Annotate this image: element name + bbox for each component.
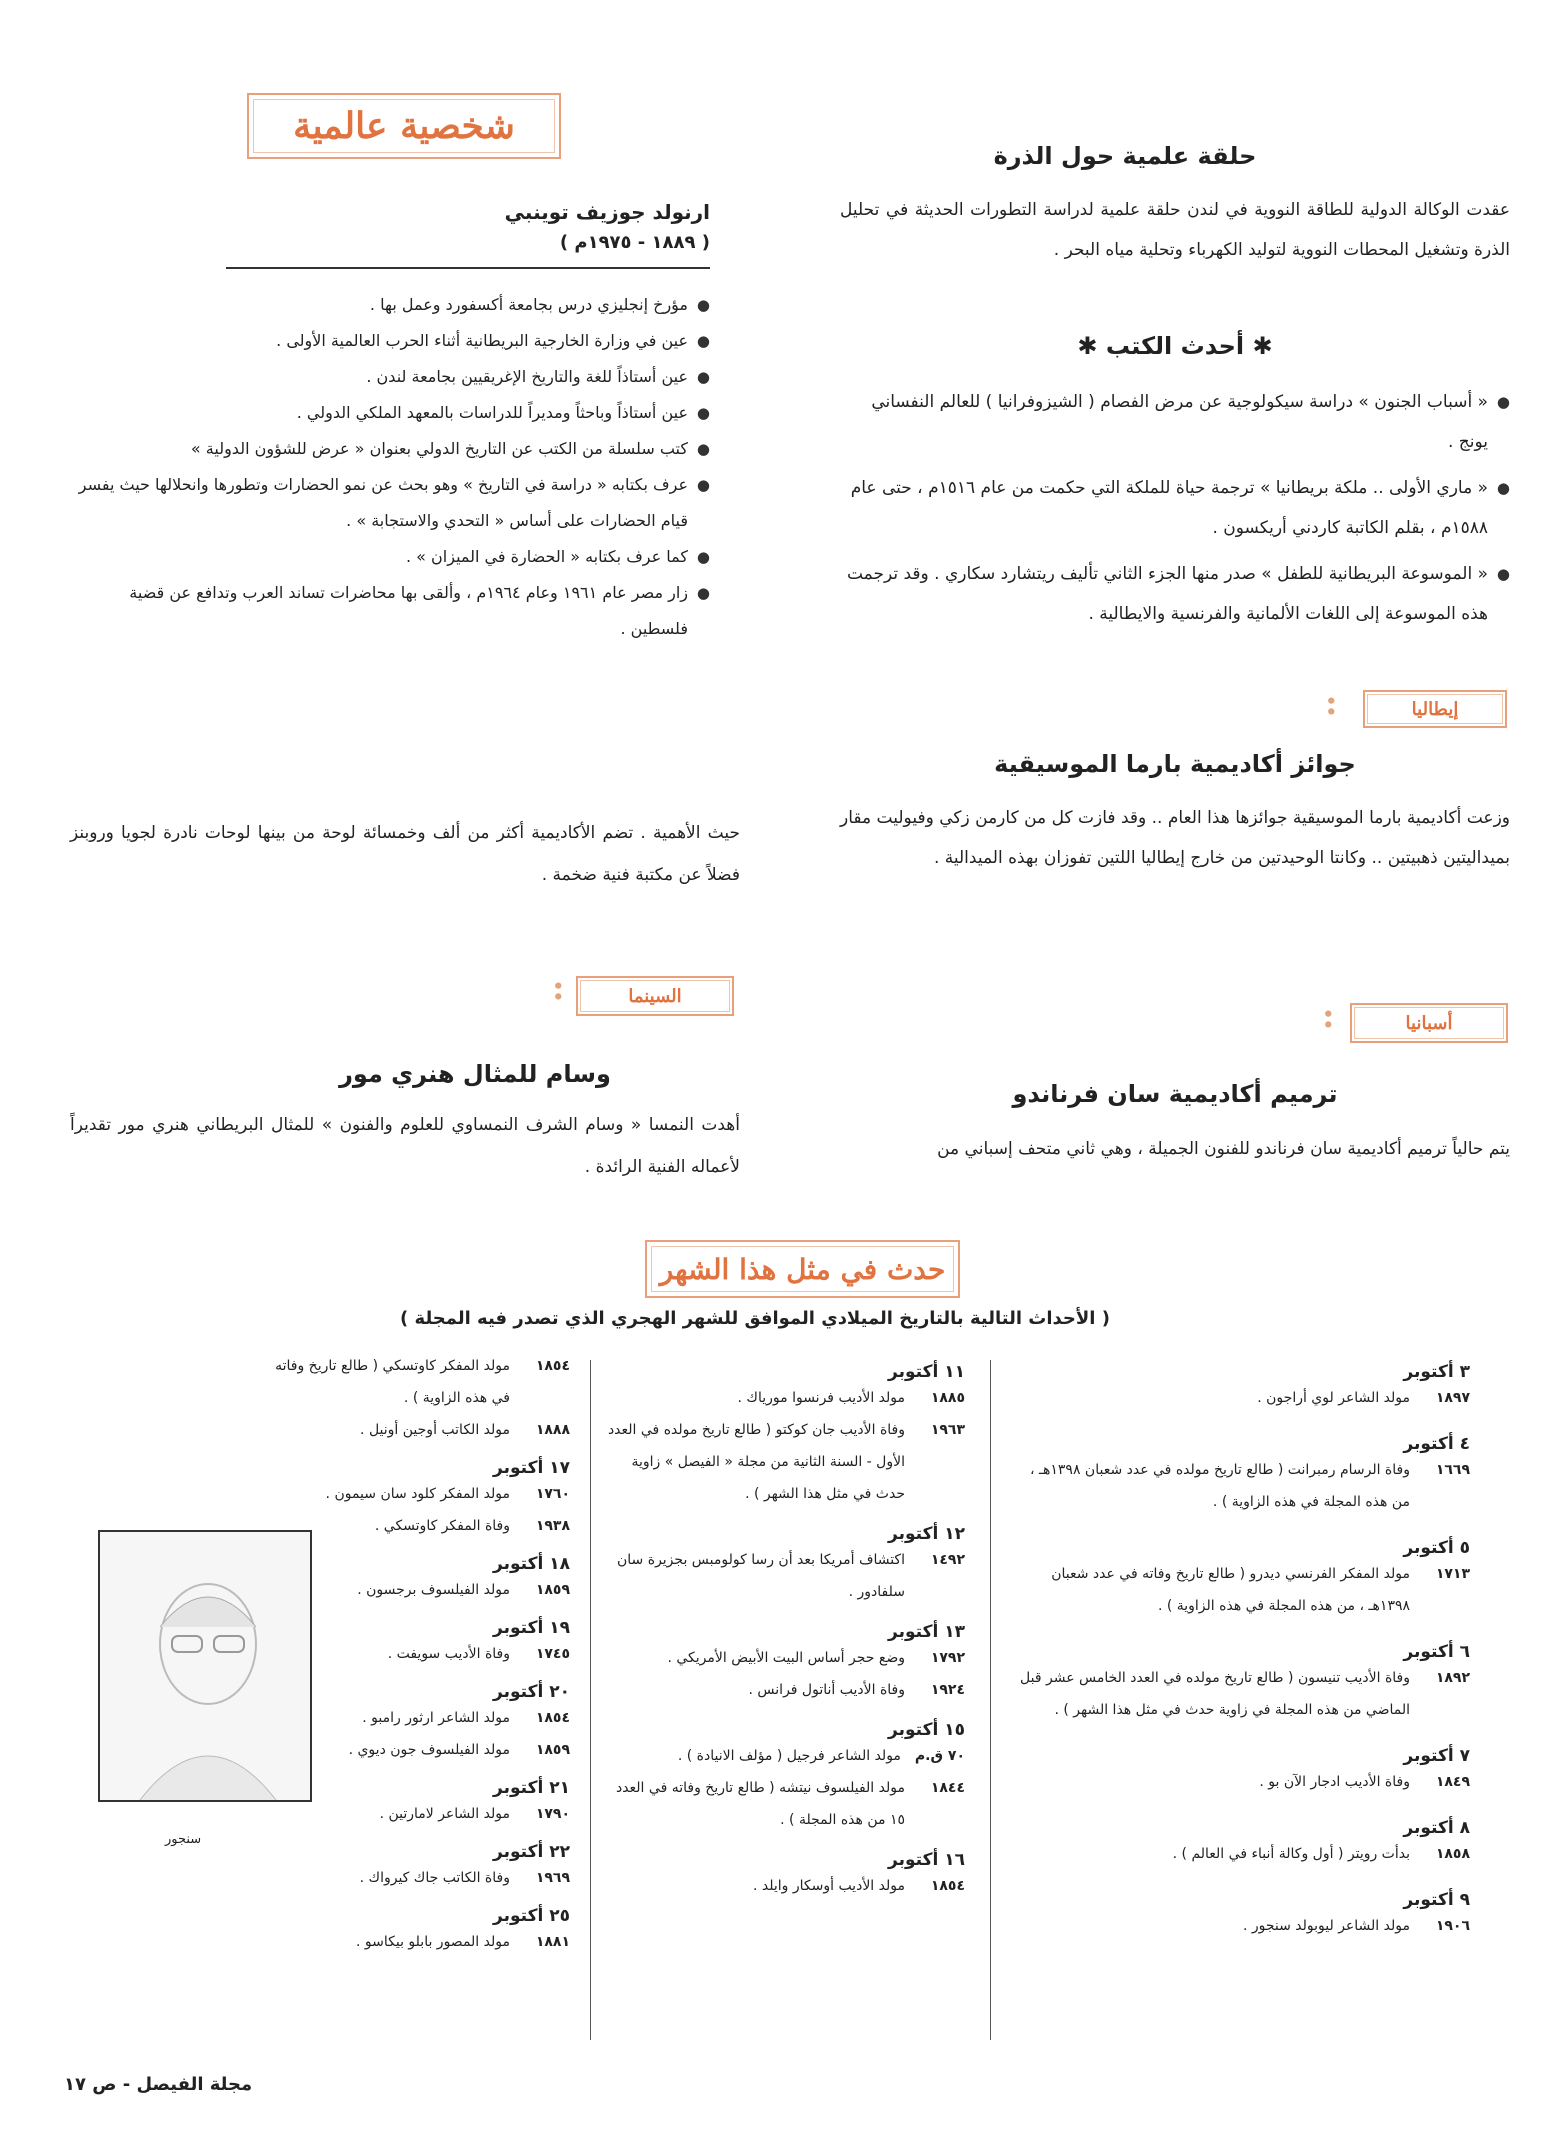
event-row [600,1642,965,1674]
event-row [270,1862,570,1894]
italy-colon: : [1325,683,1338,723]
spain-badge: أسبانيا [1350,1003,1508,1043]
event-row [270,1926,570,1958]
event-text: مولد الفيلسوف برجسون . [357,1582,510,1598]
event-year: ١٨٥٤ [535,1710,570,1726]
event-text: وفاة المفكر كاوتسكي . [374,1518,510,1534]
event-text: مولد الأديب فرنسوا مورياك . [737,1390,905,1406]
books-title: ✱ أحدث الكتب ✱ [1077,332,1273,360]
event-year: ١٨٩٢ [1435,1670,1470,1686]
event-year: ١٧٩٢ [930,1650,965,1666]
event-text: وفاة الرسام رمبرانت ( طالع تاريخ مولده في عدد شعبان ١٣٩٨هـ ، من هذه المجلة في هذه الزاوية ) . [1029,1462,1410,1510]
event-date: ٢١ أكتوبر [493,1778,570,1798]
event-text: وضع حجر أساس البيت الأبيض الأمريكي . [667,1650,905,1666]
event-group [270,1778,570,1830]
event-year: ١٨٤٤ [930,1780,965,1796]
fernando-section [840,1080,1510,1170]
event-text: مولد الكاتب أوجين أونيل . [360,1422,510,1438]
fernando-body: يتم حالياً ترميم أكاديمية سان فرناندو للفنون الجميلة ، وهي ثاني متحف إسباني من [937,1139,1510,1159]
asterisk-icon: ✱ [1077,332,1098,360]
list-item: ● « الموسوعة البريطانية للطفل » صدر منها الجزء الثاني تأليف ريتشارد سكاري . وقد ترجمت هذه الموسوعة إلى اللغات الألمانية والفرنسية والايطالية . [840,554,1510,634]
event-group [270,1682,570,1766]
event-date: ١٣ أكتوبر [888,1622,965,1642]
event-text: مولد المصور بابلو بيكاسو . [356,1934,510,1950]
event-group [600,1524,965,1608]
events-intro: ( الأحداث التالية بالتاريخ الميلادي الموافق للشهر الهجري الذي تصدر فيه المجلة ) [400,1308,1110,1329]
event-date: ٧ أكتوبر [1403,1746,1470,1766]
event-date: ١٢ أكتوبر [888,1524,965,1544]
event-date: ٢٠ أكتوبر [493,1682,570,1702]
event-text: مولد الشاعر ارثور رامبو . [362,1710,510,1726]
event-text: مولد الشاعر فرجيل ( مؤلف الانيادة ) . [677,1748,901,1764]
event-year: ١٨٥٤ [535,1358,570,1374]
event-date: ٤ أكتوبر [1403,1434,1470,1454]
list-item: ● عين أستاذاً وباحثاً ومديراً للدراسات بالمعهد الملكي الدولي . [70,395,710,431]
event-group [270,1554,570,1606]
event-group [1010,1538,1470,1622]
event-date: ٥ أكتوبر [1403,1538,1470,1558]
event-date: ٢٥ أكتوبر [493,1906,570,1926]
event-text: مولد الشاعر لوي أراجون . [1257,1390,1410,1406]
event-text: وفاة الأديب جان كوكتو ( طالع تاريخ مولده في العدد الأول - السنة الثانية من مجلة « الفيصل » زاوية حدث في مثل هذا الشهر ) . [607,1422,905,1502]
event-date: ١٩ أكتوبر [493,1618,570,1638]
event-year: ٧٠ ق.م [914,1748,965,1764]
henry-body: أهدت النمسا « وسام الشرف النمساوي للعلوم والفنون » للمثال البريطاني هنري مور تقديراً لأعماله الفنية الرائدة . [70,1115,740,1177]
event-year: ١٨٥٩ [535,1742,570,1758]
events-column-right [1010,1350,1470,1962]
henry-section [70,1060,740,1188]
event-text: وفاة الأديب أناتول فرانس . [748,1682,905,1698]
event-group [1010,1818,1470,1870]
parma-body-right: وزعت أكاديمية بارما الموسيقية جوائزها هذا العام .. وقد فازت كل من كارمن زكي وفيوليت مقار بميداليتين ذهبيتين .. وكانتا الوحيدتين من خارج إيطاليا اللتين تفوزان بهذه الميدالية . [840,808,1510,868]
henry-title: وسام للمثال هنري مور [339,1060,611,1088]
toynbee-list [70,287,710,647]
event-date: ١٦ أكتوبر [888,1850,965,1870]
event-row [600,1740,965,1772]
list-item: ● عين في وزارة الخارجية البريطانية أثناء الحرب العالمية الأولى . [70,323,710,359]
event-group [600,1362,965,1510]
event-date: ٢٢ أكتوبر [493,1842,570,1862]
event-text: مولد الأديب أوسكار وايلد . [752,1878,905,1894]
list-item: ● عرف بكتابه « دراسة في التاريخ » وهو بحث عن نمو الحضارات وتطورها وانحلالها حيث يفسر قيام الحضارات على أساس « التحدي والاستجابة » . [70,467,710,539]
event-text: مولد الفيلسوف جون ديوي . [348,1742,510,1758]
event-row [270,1734,570,1766]
event-date: ١٨ أكتوبر [493,1554,570,1574]
event-date: ٨ أكتوبر [1403,1818,1470,1838]
event-row [1010,1558,1470,1622]
event-year: ١٩٣٨ [535,1518,570,1534]
event-row [1010,1454,1470,1518]
event-group [1010,1746,1470,1798]
cinema-colon: : [552,968,565,1008]
event-year: ١٨٤٩ [1435,1774,1470,1790]
event-year: ١٨٩٧ [1435,1390,1470,1406]
event-row [270,1702,570,1734]
event-row [600,1414,965,1510]
event-year: ١٧٤٥ [535,1646,570,1662]
parma-title: جوائز أكاديمية بارما الموسيقية [994,750,1356,778]
event-group [270,1906,570,1958]
world-figure-badge: شخصية عالمية [247,93,561,159]
event-year: ١٦٦٩ [1435,1462,1470,1478]
events-column-left-top [270,1350,570,1446]
column-divider [590,1360,591,2040]
event-group [270,1618,570,1670]
event-row [270,1350,570,1414]
toynbee-section [250,200,710,277]
event-row [1010,1766,1470,1798]
event-year: ١٨٥٤ [930,1878,965,1894]
list-item: ● « أسباب الجنون » دراسة سيكولوجية عن مرض الفصام ( الشيزوفرانيا ) للعالم النفساني يونج . [840,382,1510,462]
event-text: مولد المفكر الفرنسي ديدرو ( طالع تاريخ وفاته في عدد شعبان ١٣٩٨هـ ، من هذه المجلة في هذه الزاوية ) . [1051,1566,1410,1614]
italy-badge: إيطاليا [1363,690,1507,728]
cinema-badge: السينما [576,976,734,1016]
senghor-photo [98,1530,312,1802]
event-year: ١٨٨٨ [535,1422,570,1438]
event-row [1010,1662,1470,1726]
event-year: ١٩٠٦ [1435,1918,1470,1934]
event-year: ١٧٩٠ [535,1806,570,1822]
event-text: اكتشاف أمريكا بعد أن رسا كولومبس بجزيرة سان سلفادور . [617,1552,905,1600]
event-date: ٩ أكتوبر [1403,1890,1470,1910]
event-date: ٣ أكتوبر [1403,1362,1470,1382]
event-text: مولد المفكر كلود سان سيمون . [325,1486,510,1502]
event-text: مولد الشاعر ليوبولد سنجور . [1242,1918,1410,1934]
event-text: بدأت رويتر ( أول وكالة أنباء في العالم ) . [1172,1846,1410,1862]
events-column-left-body [270,1458,570,1958]
event-year: ١٩٢٤ [930,1682,965,1698]
asterisk-icon: ✱ [1252,332,1273,360]
event-group [1010,1642,1470,1726]
event-year: ١٨٨١ [535,1934,570,1950]
event-row [600,1674,965,1706]
event-text: وفاة الأديب تنيسون ( طالع تاريخ مولده في العدد الخامس عشر قبل الماضي من هذه المجلة في زاوية حدث في مثل هذا الشهر ) . [1020,1670,1410,1718]
event-group [270,1458,570,1542]
event-date: ١١ أكتوبر [888,1362,965,1382]
event-year: ١٨٥٩ [535,1582,570,1598]
page-footer: مجلة الفيصل - ص ١٧ [64,2074,253,2095]
list-item: ● زار مصر عام ١٩٦١ وعام ١٩٦٤م ، وألقى بها محاضرات تساند العرب وتدافع عن قضية فلسطين . [70,575,710,647]
event-row [1010,1382,1470,1414]
event-year: ١٩٦٣ [930,1422,965,1438]
event-year: ١٤٩٢ [930,1552,965,1568]
event-date: ١٧ أكتوبر [493,1458,570,1478]
event-group [270,1842,570,1894]
toynbee-dates: ( ١٨٨٩ - ١٩٧٥م ) [559,232,710,253]
event-row [600,1382,965,1414]
event-text: مولد الشاعر لامارتين . [379,1806,510,1822]
events-column-left [270,1350,570,1962]
event-row [270,1478,570,1510]
event-text: مولد المفكر كاوتسكي ( طالع تاريخ وفاته في هذه الزاوية ) . [275,1358,510,1406]
event-date: ١٥ أكتوبر [888,1720,965,1740]
event-row [1010,1838,1470,1870]
event-year: ١٧٦٠ [535,1486,570,1502]
event-row [1010,1910,1470,1942]
atom-body: عقدت الوكالة الدولية للطاقة النووية في لندن حلقة علمية لدراسة التطورات الحديثة في تحليل الذرة وتشغيل المحطات النووية لتوليد الكهرباء وتحلية مياه البحر . [840,200,1510,260]
atom-title: حلقة علمية حول الذرة [993,142,1257,170]
events-column-middle [600,1350,965,1916]
event-row [600,1870,965,1902]
event-row [600,1772,965,1836]
event-row [270,1798,570,1830]
toynbee-name: ارنولد جوزيف توينبي [504,200,710,224]
event-group [1010,1434,1470,1518]
this-month-badge: حدث في مثل هذا الشهر [645,1240,960,1298]
parma-continuation [70,812,740,896]
list-item: ● كتب سلسلة من الكتب عن التاريخ الدولي بعنوان « عرض للشؤون الدولية » [70,431,710,467]
event-group [1010,1890,1470,1942]
event-row [270,1574,570,1606]
books-list [840,382,1510,634]
column-divider [990,1360,991,2040]
list-item: ● مؤرخ إنجليزي درس بجامعة أكسفورد وعمل بها . [70,287,710,323]
event-group [600,1622,965,1706]
event-date: ٦ أكتوبر [1403,1642,1470,1662]
atom-section [840,142,1510,270]
event-text: وفاة الأديب ادجار الآن بو . [1259,1774,1410,1790]
event-year: ١٩٦٩ [535,1870,570,1886]
event-text: وفاة الأديب سويفت . [387,1646,510,1662]
list-item: ● عين أستاذاً للغة والتاريخ الإغريقيين بجامعة لندن . [70,359,710,395]
event-year: ١٨٨٥ [930,1390,965,1406]
spain-colon: : [1322,996,1335,1036]
event-row [600,1544,965,1608]
event-row [270,1414,570,1446]
parma-body-left: حيث الأهمية . تضم الأكاديمية أكثر من ألف وخمسائة لوحة من بينها لوحات نادرة لجويا وروبنز فضلاً عن مكتبة فنية ضخمة . [70,823,740,885]
event-row [270,1638,570,1670]
fernando-title: ترميم أكاديمية سان فرناندو [1012,1080,1338,1108]
list-item: ● كما عرف بكتابه « الحضارة في الميزان » . [70,539,710,575]
event-text: مولد الفيلسوف نيتشه ( طالع تاريخ وفاته في العدد ١٥ من هذه المجلة ) . [615,1780,905,1828]
parma-section [840,750,1510,878]
event-year: ١٧١٣ [1435,1566,1470,1582]
list-item: ● « ماري الأولى .. ملكة بريطانيا » ترجمة حياة للملكة التي حكمت من عام ١٥١٦م ، حتى عام ١٥٨٨م ، بقلم الكاتبة كاردني أريكسون . [840,468,1510,548]
portrait-illustration [100,1532,310,1800]
event-year: ١٨٥٨ [1435,1846,1470,1862]
event-row [270,1510,570,1542]
event-group [600,1850,965,1902]
toynbee-divider [226,267,710,269]
event-group [600,1720,965,1836]
photo-caption: سنجور [165,1832,202,1847]
books-section [840,332,1510,640]
event-text: وفاة الكاتب جاك كيرواك . [359,1870,510,1886]
event-group [1010,1362,1470,1414]
